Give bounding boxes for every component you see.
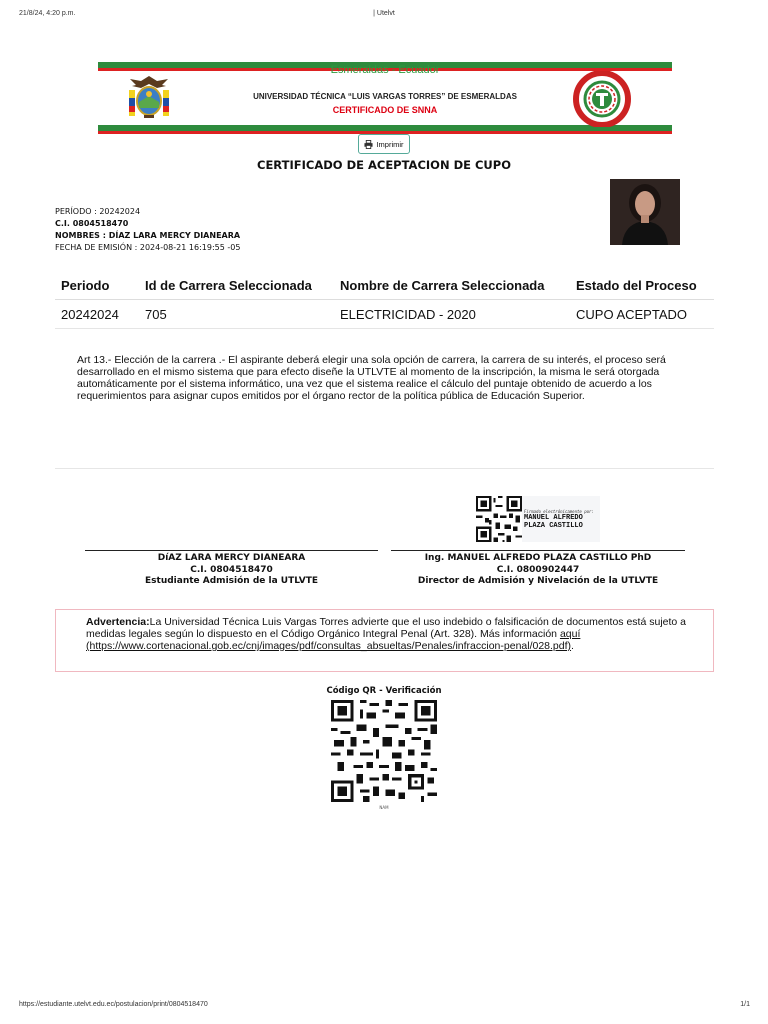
director-role: Director de Admisión y Nivelación de la UTLVTE xyxy=(417,576,659,586)
warning-url-link[interactable]: (https://www.cortenacional.gob.ec/cnj/images/pdf/consultas_absueltas/Penales/infraccion-penal/028.pdf) xyxy=(86,640,572,652)
university-seal-icon xyxy=(572,71,632,127)
header-estado: Estado del Proceso xyxy=(570,271,714,300)
warning-label: Advertencia: xyxy=(86,616,150,628)
verification-qr-icon xyxy=(331,700,437,802)
print-button-label: Imprimir xyxy=(376,139,404,149)
coat-of-arms-icon xyxy=(124,72,174,122)
warning-link[interactable]: aquí xyxy=(559,628,581,640)
print-page-number: 1/1 xyxy=(740,1001,750,1008)
header-banner xyxy=(98,62,672,134)
cell-periodo: 20242024 xyxy=(55,300,139,329)
warning-body: La Universidad Técnica Luis Vargas Torres advierte que el uso indebido o falsificación de documentos está sujeto a medidas legales según lo dispuesto en el Código Orgánico Integral Penal (Art. 328). Más información xyxy=(86,616,687,640)
banner-city: Esmeraldas - Ecuador xyxy=(330,64,440,76)
article-text: Art 13.- Elección de la carrera .- El aspirante deberá elegir una sola opción de carrera, la carrera de su interés, el proceso será desarrollado en el mismo sistema que para efecto diseñe la UTLVTE al momento de la inscripción, la misma le será otorgada automáticamente por el sistema informático, una vez que el sistema realice el cálculo del puntaje obtenido de acuerdo a los requerimientos para asignar cupos emitidos por el órgano rector de la política pública de Educación Superior. xyxy=(77,354,666,402)
director-name: Ing. MANUEL ALFREDO PLAZA CASTILLO PhD xyxy=(424,553,652,563)
warning-text xyxy=(86,616,686,652)
banner-certificate: CERTIFICADO DE SNNA xyxy=(332,105,438,115)
director-signature-block xyxy=(391,553,685,588)
student-name: DíAZ LARA MERCY DIANEARA xyxy=(157,553,306,563)
qr-caption: NAM xyxy=(379,805,389,810)
stamp-name xyxy=(524,514,583,530)
printer-icon xyxy=(364,140,373,149)
meta-periodo: PERÍODO : 20242024 xyxy=(55,207,141,216)
cell-estado: CUPO ACEPTADO xyxy=(570,300,714,329)
student-signature-block xyxy=(85,553,378,588)
student-ci: C.I. 0804518470 xyxy=(190,564,273,575)
banner-university: UNIVERSIDAD TÉCNICA “LUIS VARGAS TORRES” DE ESMERALDAS xyxy=(253,92,517,101)
header-periodo: Periodo xyxy=(55,271,139,300)
meta-ci: C.I. 0804518470 xyxy=(55,219,129,228)
digital-signature-stamp xyxy=(476,496,600,542)
header-id-carrera: Id de Carrera Seleccionada xyxy=(139,271,334,300)
document-title: CERTIFICADO DE ACEPTACION DE CUPO xyxy=(257,158,511,172)
warning-box xyxy=(55,609,714,672)
print-site-title: | Utelvt xyxy=(373,10,395,17)
student-photo xyxy=(610,179,680,245)
print-datetime: 21/8/24, 4:20 p.m. xyxy=(19,10,76,17)
meta-nombres: NOMBRES : DÍAZ LARA MERCY DIANEARA xyxy=(55,231,241,240)
cell-nombre-carrera: ELECTRICIDAD - 2020 xyxy=(334,300,570,329)
stamp-name-line1: MANUEL ALFREDO xyxy=(524,514,583,522)
student-signature-line xyxy=(85,550,378,551)
print-button[interactable] xyxy=(358,134,410,154)
student-role: Estudiante Admisión de la UTLVTE xyxy=(145,576,318,586)
director-ci: C.I. 0800902447 xyxy=(496,564,580,575)
career-table xyxy=(55,271,714,329)
warning-end: . xyxy=(571,640,574,652)
stamp-caption: Firmado electrónicamente por: xyxy=(524,509,594,514)
director-signature-line xyxy=(391,550,685,551)
header-nombre-carrera: Nombre de Carrera Seleccionada xyxy=(334,271,570,300)
stamp-name-line2: PLAZA CASTILLO xyxy=(524,522,583,530)
print-url: https://estudiante.utelvt.edu.ec/postulacion/print/0804518470 xyxy=(19,1001,208,1008)
signature-qr-icon xyxy=(476,496,522,542)
divider xyxy=(55,468,714,469)
table-row xyxy=(55,300,714,329)
table-header-row xyxy=(55,271,714,300)
meta-fecha: FECHA DE EMISIÓN : 2024-08-21 16:19:55 -05 xyxy=(55,243,241,252)
cell-id-carrera: 705 xyxy=(139,300,334,329)
qr-title: Código QR - Verificación xyxy=(326,686,442,696)
